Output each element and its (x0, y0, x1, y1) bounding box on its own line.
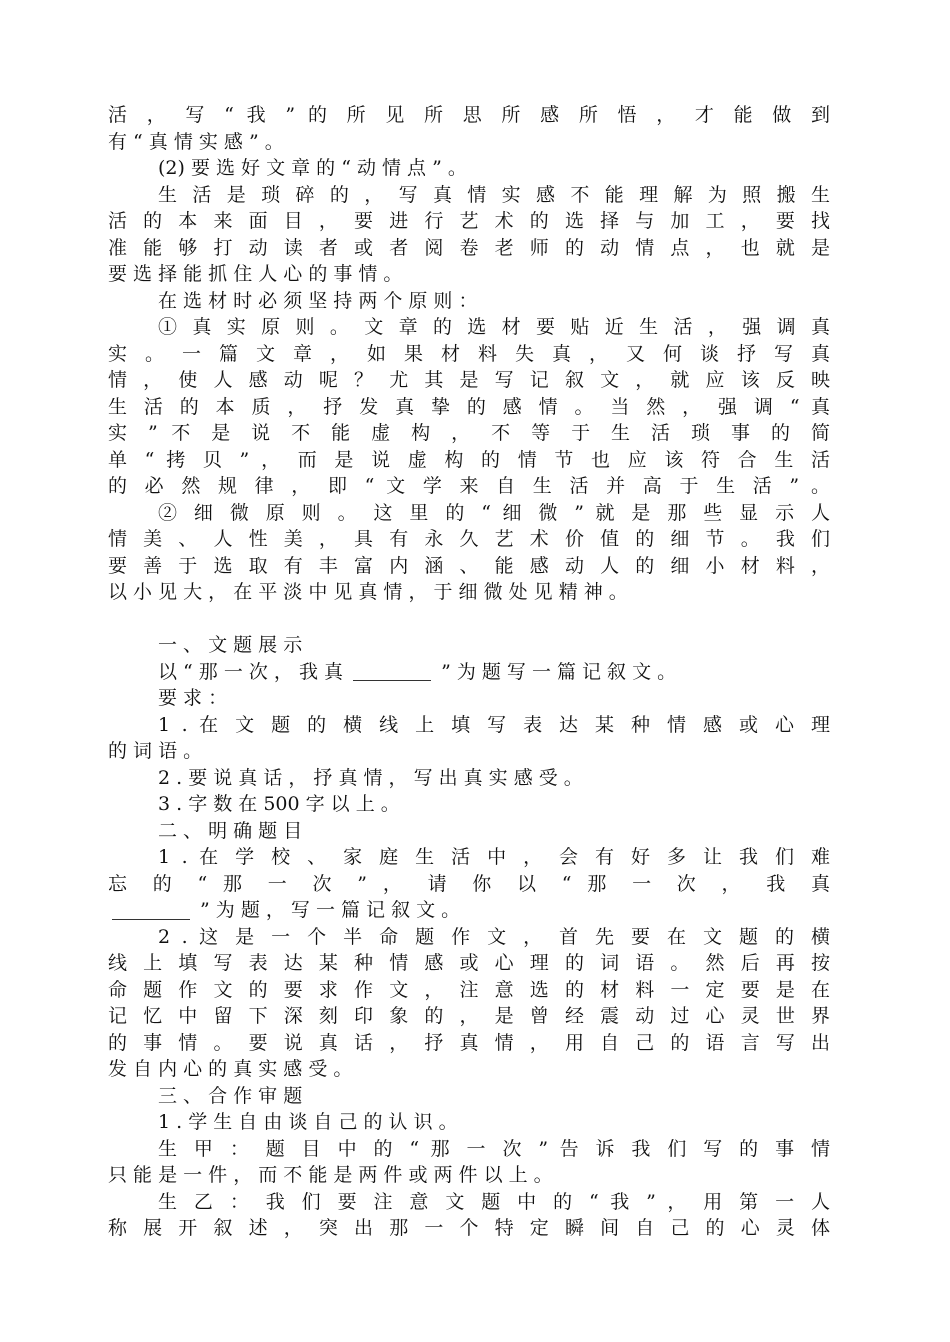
text-line (108, 579, 830, 606)
text-line-content: 情 美 、 人 性 美 ， 具 有 永 久 艺 术 价 值 的 细 节 。 我 们 (108, 528, 830, 550)
text-line-content: 的 词 语 。 (108, 740, 203, 762)
text-line-content: 2 . 这 是 一 个 半 命 题 作 文 ， 首 先 要 在 文 题 的 横 (158, 925, 830, 948)
text-line (108, 341, 830, 368)
text-line-content: 命 题 作 文 的 要 求 作 文 ， 注 意 选 的 材 料 一 定 要 是 在 (108, 978, 830, 1001)
text-line (108, 473, 830, 500)
paragraph-gap (108, 606, 830, 633)
text-line (108, 526, 830, 553)
text-line (108, 977, 830, 1004)
text-line-content: 的 必 然 规 律 ， 即 “ 文 学 来 自 生 活 并 高 于 生 活 ” 。 (108, 475, 830, 497)
text-line-content: 1 . 在 学 校 、 家 庭 生 活 中 ， 会 有 好 多 让 我 们 难 (158, 846, 830, 868)
fill-in-blank (353, 664, 431, 681)
text-line (108, 182, 830, 209)
document-page (108, 102, 830, 1242)
text-line-content: ” 为 题 写 一 篇 记 叙 文 。 (435, 660, 677, 683)
text-line (108, 235, 830, 262)
text-line-content: 以 “ 那 一 次 ， 我 真 (158, 660, 350, 683)
text-line-content: 记 忆 中 留 下 深 刻 印 象 的 ， 是 曾 经 震 动 过 心 灵 世 界 (108, 1005, 830, 1027)
text-line-content: 忘 的 “ 那 一 次 ” ， 请 你 以 “ 那 一 次 ， 我 真 (108, 872, 830, 895)
text-line (108, 208, 830, 235)
text-line-content: 2 . 要 说 真 话 ， 抒 真 情 ， 写 出 真 实 感 受 。 (158, 766, 583, 789)
text-line-content: 实 ” 不 是 说 不 能 虚 构 ， 不 等 于 生 活 琐 事 的 简 (108, 422, 830, 444)
text-line-content: 要 求 ： (158, 687, 228, 709)
text-line-content: 以 小 见 大 ， 在 平 淡 中 见 真 情 ， 于 细 微 处 见 精 神 。 (108, 581, 628, 603)
text-line-content: 三 、 合 作 审 题 (158, 1084, 303, 1107)
text-line-content: 生 乙 ： 我 们 要 注 意 文 题 中 的 “ 我 ” ， 用 第 一 人 (158, 1190, 830, 1213)
text-line (108, 871, 830, 898)
text-line-content: 情 ， 使 人 感 动 呢 ？ 尤 其 是 写 记 叙 文 ， 就 应 该 反 映 (108, 369, 830, 391)
text-line-content: 活 的 本 来 面 目 ， 要 进 行 艺 术 的 选 择 与 加 工 ， 要 找 (108, 210, 830, 232)
fill-in-blank (112, 903, 190, 920)
text-line (108, 155, 830, 182)
text-line (108, 844, 830, 871)
text-line (108, 420, 830, 447)
text-line-content: ① 真 实 原 则 。 文 章 的 选 材 要 贴 近 生 活 ， 强 调 真 (158, 316, 830, 338)
text-line (108, 659, 830, 686)
text-line-content: 1 . 学 生 自 由 谈 自 己 的 认 识 。 (158, 1111, 458, 1133)
text-line-content: 二 、 明 确 题 目 (158, 819, 303, 842)
text-line (108, 394, 830, 421)
text-line (108, 553, 830, 580)
text-line (108, 1136, 830, 1163)
text-line (108, 897, 830, 924)
text-line (108, 1215, 830, 1242)
text-line (108, 1056, 830, 1083)
text-line-content: 生 活 是 琐 碎 的 ， 写 真 情 实 感 不 能 理 解 为 照 搬 生 (158, 183, 830, 206)
text-line-content: 只 能 是 一 件 ， 而 不 能 是 两 件 或 两 件 以 上 。 (108, 1164, 553, 1186)
text-line (108, 1189, 830, 1216)
text-line (108, 314, 830, 341)
text-line (108, 765, 830, 792)
text-line (108, 950, 830, 977)
text-line-content: 生 活 的 本 质 ， 抒 发 真 挚 的 感 情 。 当 然 ， 强 调 “ 真 (108, 395, 830, 418)
text-line (108, 1003, 830, 1030)
text-line (108, 288, 830, 315)
text-line-content: 活 ， 写 “ 我 ” 的 所 见 所 思 所 感 所 悟 ， 才 能 做 到 (108, 104, 830, 126)
text-line-content: 称 展 开 叙 述 ， 突 出 那 一 个 特 定 瞬 间 自 己 的 心 灵 体 (108, 1217, 830, 1239)
text-line (108, 261, 830, 288)
text-line-content: ” 为 题 ， 写 一 篇 记 叙 文 。 (194, 899, 461, 921)
text-line (108, 102, 830, 129)
text-line-content: 3 . 字 数 在 500 字 以 上 。 (158, 793, 400, 815)
text-line-content: 生 甲 ： 题 目 中 的 “ 那 一 次 ” 告 诉 我 们 写 的 事 情 (158, 1137, 830, 1160)
text-line (108, 924, 830, 951)
text-line (108, 367, 830, 394)
text-line-content: ② 细 微 原 则 。 这 里 的 “ 细 微 ” 就 是 那 些 显 示 人 (158, 501, 830, 524)
text-line (108, 791, 830, 818)
text-line-content: 准 能 够 打 动 读 者 或 者 阅 卷 老 师 的 动 情 点 ， 也 就 是 (108, 236, 830, 259)
text-line-content: 线 上 填 写 表 达 某 种 情 感 或 心 理 的 词 语 。 然 后 再 按 (108, 952, 830, 974)
text-line (108, 818, 830, 845)
text-line (108, 1030, 830, 1057)
text-line (108, 712, 830, 739)
text-line (108, 685, 830, 712)
text-line-content: 一 、 文 题 展 示 (158, 634, 303, 656)
text-line-content: 发 自 内 心 的 真 实 感 受 。 (108, 1058, 353, 1080)
text-line (108, 1162, 830, 1189)
text-line-content: 的 事 情 。 要 说 真 话 ， 抒 真 情 ， 用 自 己 的 语 言 写 出 (108, 1031, 830, 1054)
text-line-content: 1 . 在 文 题 的 横 线 上 填 写 表 达 某 种 情 感 或 心 理 (158, 713, 830, 736)
text-line (108, 500, 830, 527)
text-line-content: 在 选 材 时 必 须 坚 持 两 个 原 则 ： (158, 289, 478, 312)
text-line-content: 要 选 择 能 抓 住 人 心 的 事 情 。 (108, 263, 403, 285)
text-line-content: 要 善 于 选 取 有 丰 富 内 涵 、 能 感 动 人 的 细 小 材 料 ， (108, 554, 830, 577)
text-line (108, 447, 830, 474)
text-line-content: 有 “ 真 情 实 感 ” 。 (108, 130, 284, 153)
text-line (108, 1083, 830, 1110)
text-line (108, 1109, 830, 1136)
text-line (108, 632, 830, 659)
text-line-content: (2) 要 选 好 文 章 的 “ 动 情 点 ” 。 (158, 157, 467, 179)
text-line-content: 实 。 一 篇 文 章 ， 如 果 材 料 失 真 ， 又 何 谈 抒 写 真 (108, 342, 830, 365)
text-line-content: 单 “ 拷 贝 ” ， 而 是 说 虚 构 的 情 节 也 应 该 符 合 生 活 (108, 448, 830, 471)
text-line (108, 738, 830, 765)
text-line (108, 129, 830, 156)
